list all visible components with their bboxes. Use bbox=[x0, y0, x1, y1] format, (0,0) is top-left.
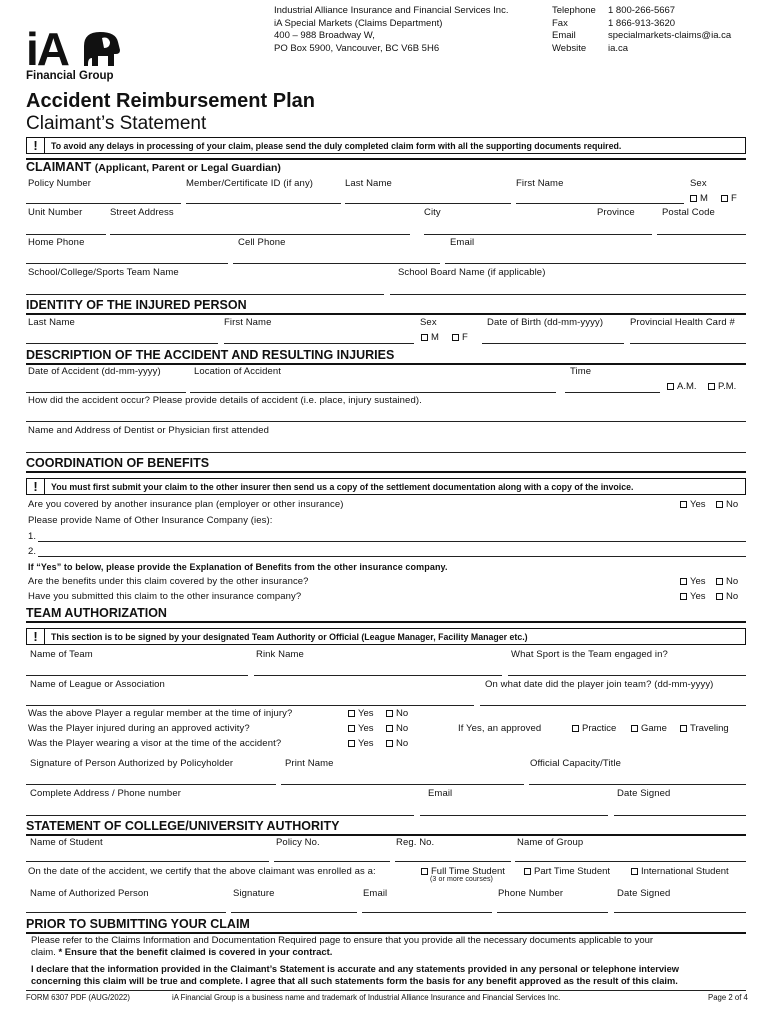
dentist-label: Name and Address of Dentist or Physician first attended bbox=[28, 425, 270, 436]
unit-number-label: Unit Number bbox=[28, 207, 83, 218]
ia-logo: iA bbox=[26, 23, 68, 75]
prior-paragraph-1: Please refer to the Claims Information and Documentation Required page to ensure that you provide all the necessary documents applicable to your claim. * Ensure that the benefit claimed is covered in your contract. bbox=[31, 935, 654, 958]
am-checkbox[interactable]: A.M. bbox=[667, 381, 697, 392]
team-name-field[interactable] bbox=[26, 675, 248, 676]
exclamation-icon: ! bbox=[27, 479, 45, 494]
q-approved-activity: Was the Player injured during an approved activity? bbox=[28, 723, 250, 734]
accident-time-label: Time bbox=[570, 366, 592, 377]
cell-phone-field[interactable] bbox=[233, 263, 440, 264]
injured-sex-f-checkbox[interactable]: F bbox=[452, 332, 468, 343]
city-field[interactable] bbox=[424, 234, 652, 235]
home-phone-field[interactable] bbox=[26, 263, 228, 264]
accident-location-label: Location of Accident bbox=[194, 366, 282, 377]
full-time-note: (3 or more courses) bbox=[430, 876, 493, 883]
team-signature-label: Signature of Person Authorized by Policyholder bbox=[30, 758, 234, 769]
cob-submitted-question: Have you submitted this claim to the other insurance company? bbox=[28, 591, 302, 602]
injured-first-name-field[interactable] bbox=[224, 343, 414, 344]
accident-date-label: Date of Accident (dd-mm-yyyy) bbox=[28, 366, 161, 377]
email-label: Email bbox=[450, 237, 475, 248]
q-visor: Was the Player wearing a visor at the time of the accident? bbox=[28, 738, 282, 749]
section-prior: PRIOR TO SUBMITTING YOUR CLAIM bbox=[26, 917, 250, 931]
cob-covered-no[interactable]: No bbox=[716, 499, 738, 510]
unit-number-field[interactable] bbox=[26, 234, 106, 235]
team-email-label: Email bbox=[428, 788, 453, 799]
school-label: School/College/Sports Team Name bbox=[28, 267, 179, 278]
email-field[interactable] bbox=[445, 263, 746, 264]
policy-number-field[interactable] bbox=[26, 203, 181, 204]
cob-line2-label: 2. bbox=[28, 546, 37, 557]
street-address-field[interactable] bbox=[110, 234, 410, 235]
policy-number-label: Policy Number bbox=[28, 178, 92, 189]
join-date-label: On what date did the player join team? (dd-mm-yyyy) bbox=[485, 679, 714, 690]
group-name-field[interactable] bbox=[515, 861, 746, 862]
other-insurer-2-field[interactable] bbox=[38, 556, 746, 557]
cob-covered-question: Are you covered by another insurance plan (employer or other insurance) bbox=[28, 499, 344, 510]
elephant-logo-icon bbox=[80, 28, 122, 68]
college-policy-label: Policy No. bbox=[276, 837, 320, 848]
team-email-field[interactable] bbox=[420, 815, 608, 816]
notice-top: ! To avoid any delays in processing of your claim, please send the duly completed claim form with all the supporting documents required. bbox=[26, 137, 746, 154]
home-phone-label: Home Phone bbox=[28, 237, 85, 248]
page-number: Page 2 of 4 bbox=[708, 993, 748, 1002]
member-no[interactable]: No bbox=[386, 708, 408, 719]
company-address: Industrial Alliance Insurance and Financial Services Inc. iA Special Markets (Claims Department) 400 – 988 Broadway W, PO Box 5900, Vancouver, BC V6B 5H6 bbox=[274, 5, 509, 54]
last-name-field[interactable] bbox=[345, 203, 511, 204]
accident-time-field[interactable] bbox=[565, 392, 660, 393]
sex-m-checkbox[interactable]: M bbox=[690, 193, 708, 204]
league-field[interactable] bbox=[26, 705, 474, 706]
college-date-signed-field[interactable] bbox=[614, 912, 746, 913]
q-regular-member: Was the above Player a regular member at the time of injury? bbox=[28, 708, 293, 719]
page-subtitle: Claimant’s Statement bbox=[26, 113, 207, 134]
approved-yes[interactable]: Yes bbox=[348, 723, 374, 734]
practice-checkbox[interactable]: Practice bbox=[572, 723, 616, 734]
if-yes-approved-label: If Yes, an approved bbox=[458, 723, 542, 734]
visor-no[interactable]: No bbox=[386, 738, 408, 749]
dentist-field[interactable] bbox=[26, 452, 746, 453]
page-title: Accident Reimbursement Plan bbox=[26, 90, 315, 112]
sex-f-checkbox[interactable]: F bbox=[721, 193, 737, 204]
college-signature-label: Signature bbox=[233, 888, 275, 899]
cob-notice: ! You must first submit your claim to the other insurer then send us a copy of the settlement documentation along with a copy of the invoice. bbox=[26, 478, 746, 495]
city-label: City bbox=[424, 207, 441, 218]
game-checkbox[interactable]: Game bbox=[631, 723, 667, 734]
sex-label: Sex bbox=[690, 178, 707, 189]
postal-code-label: Postal Code bbox=[662, 207, 715, 218]
college-policy-field[interactable] bbox=[274, 861, 390, 862]
first-name-field[interactable] bbox=[516, 203, 684, 204]
team-signature-field[interactable] bbox=[26, 784, 276, 785]
official-capacity-field[interactable] bbox=[529, 784, 746, 785]
prior-declaration: I declare that the information provided in the Claimant’s Statement is accurate and any statements provided in any personal or telephone interview concerning this claim will be true and complete. I agree that all such statements form the basis for any benefit approved as the result of this claim. bbox=[31, 964, 680, 986]
join-date-field[interactable] bbox=[480, 705, 746, 706]
approved-no[interactable]: No bbox=[386, 723, 408, 734]
other-insurer-1-field[interactable] bbox=[38, 541, 746, 542]
group-name-label: Name of Group bbox=[517, 837, 584, 848]
rink-name-label: Rink Name bbox=[256, 649, 304, 660]
traveling-checkbox[interactable]: Traveling bbox=[680, 723, 729, 734]
visor-yes[interactable]: Yes bbox=[348, 738, 374, 749]
part-time-checkbox[interactable]: Part Time Student bbox=[524, 866, 610, 877]
student-name-field[interactable] bbox=[26, 861, 269, 862]
health-card-field[interactable] bbox=[630, 343, 746, 344]
team-date-signed-field[interactable] bbox=[614, 815, 746, 816]
section-accident: DESCRIPTION OF THE ACCIDENT AND RESULTING INJURIES bbox=[26, 348, 395, 362]
cob-submitted-no[interactable]: No bbox=[716, 591, 738, 602]
contact-labels: Telephone Fax Email Website bbox=[552, 5, 596, 54]
cell-phone-label: Cell Phone bbox=[238, 237, 286, 248]
rink-name-field[interactable] bbox=[254, 675, 502, 676]
section-injured-person: IDENTITY OF THE INJURED PERSON bbox=[26, 298, 247, 312]
street-address-label: Street Address bbox=[110, 207, 174, 218]
section-claimant: CLAIMANT (Applicant, Parent or Legal Guardian) bbox=[26, 160, 281, 174]
reg-no-field[interactable] bbox=[395, 861, 511, 862]
authorized-person-label: Name of Authorized Person bbox=[30, 888, 149, 899]
section-college: STATEMENT OF COLLEGE/UNIVERSITY AUTHORITY bbox=[26, 819, 340, 833]
sport-field[interactable] bbox=[508, 675, 746, 676]
league-label: Name of League or Association bbox=[30, 679, 165, 690]
college-email-label: Email bbox=[363, 888, 388, 899]
cob-if-yes-note: If “Yes” to below, please provide the Explanation of Benefits from the other insurance company. bbox=[28, 562, 448, 572]
injured-last-name-field[interactable] bbox=[26, 343, 218, 344]
cob-line1-label: 1. bbox=[28, 531, 37, 542]
cob-benefits-yes[interactable]: Yes bbox=[680, 576, 706, 587]
form-number: FORM 6307 PDF (AUG/2022) bbox=[26, 993, 130, 1002]
dob-label: Date of Birth (dd-mm-yyyy) bbox=[487, 317, 604, 328]
team-date-signed-label: Date Signed bbox=[617, 788, 671, 799]
member-yes[interactable]: Yes bbox=[348, 708, 374, 719]
cob-benefits-no[interactable]: No bbox=[716, 576, 738, 587]
student-name-label: Name of Student bbox=[30, 837, 103, 848]
school-field[interactable] bbox=[26, 294, 384, 295]
section-team: TEAM AUTHORIZATION bbox=[26, 606, 167, 620]
college-signature-field[interactable] bbox=[231, 912, 357, 913]
school-board-label: School Board Name (if applicable) bbox=[398, 267, 546, 278]
team-address-field[interactable] bbox=[26, 815, 414, 816]
college-date-signed-label: Date Signed bbox=[617, 888, 671, 899]
health-card-label: Provincial Health Card # bbox=[630, 317, 735, 328]
logo-subtitle: Financial Group bbox=[26, 70, 114, 82]
first-name-label: First Name bbox=[516, 178, 564, 189]
print-name-field[interactable] bbox=[281, 784, 524, 785]
sport-label: What Sport is the Team engaged in? bbox=[511, 649, 668, 660]
pm-checkbox[interactable]: P.M. bbox=[708, 381, 736, 392]
cob-benefits-question: Are the benefits under this claim covered by the other insurance? bbox=[28, 576, 309, 587]
exclamation-icon: ! bbox=[27, 138, 45, 153]
cob-provide-name-label: Please provide Name of Other Insurance Company (ies): bbox=[28, 515, 273, 526]
team-address-label: Complete Address / Phone number bbox=[30, 788, 181, 799]
injured-first-name-label: First Name bbox=[224, 317, 272, 328]
contact-values: 1 800-266-5667 1 866-913-3620 specialmarkets-claims@ia.ca ia.ca bbox=[608, 5, 732, 54]
trademark-note: iA Financial Group is a business name and trademark of Industrial Alliance Insurance and Financial Services Inc. bbox=[172, 993, 561, 1002]
authorized-person-field[interactable] bbox=[26, 912, 226, 913]
injured-last-name-label: Last Name bbox=[28, 317, 75, 328]
school-board-field[interactable] bbox=[390, 294, 746, 295]
last-name-label: Last Name bbox=[345, 178, 392, 189]
exclamation-icon: ! bbox=[27, 629, 45, 644]
college-email-field[interactable] bbox=[362, 912, 492, 913]
accident-date-field[interactable] bbox=[26, 392, 186, 393]
college-phone-label: Phone Number bbox=[498, 888, 564, 899]
team-notice: ! This section is to be signed by your designated Team Authority or Official (League Manager, Facility Manager etc.) bbox=[26, 628, 746, 645]
international-checkbox[interactable]: International Student bbox=[631, 866, 729, 877]
full-time-checkbox[interactable]: Full Time Student bbox=[421, 866, 505, 877]
accident-how-label: How did the accident occur? Please provide details of accident (i.e. place, injury sustained). bbox=[28, 395, 422, 406]
member-id-field[interactable] bbox=[186, 203, 341, 204]
section-cob: COORDINATION OF BENEFITS bbox=[26, 456, 210, 470]
province-label: Province bbox=[597, 207, 635, 218]
injured-sex-m-checkbox[interactable]: M bbox=[421, 332, 439, 343]
postal-code-field[interactable] bbox=[657, 234, 746, 235]
accident-how-field[interactable] bbox=[26, 421, 746, 422]
dob-field[interactable] bbox=[482, 343, 624, 344]
reg-no-label: Reg. No. bbox=[396, 837, 435, 848]
member-id-label: Member/Certificate ID (if any) bbox=[186, 178, 314, 189]
cob-submitted-yes[interactable]: Yes bbox=[680, 591, 706, 602]
cob-covered-yes[interactable]: Yes bbox=[680, 499, 706, 510]
enrollment-certify-label: On the date of the accident, we certify that the above claimant was enrolled as a: bbox=[28, 866, 376, 877]
college-phone-field[interactable] bbox=[497, 912, 608, 913]
injured-sex-label: Sex bbox=[420, 317, 437, 328]
official-capacity-label: Official Capacity/Title bbox=[530, 758, 621, 769]
accident-location-field[interactable] bbox=[190, 392, 556, 393]
team-name-label: Name of Team bbox=[30, 649, 93, 660]
print-name-label: Print Name bbox=[285, 758, 334, 769]
